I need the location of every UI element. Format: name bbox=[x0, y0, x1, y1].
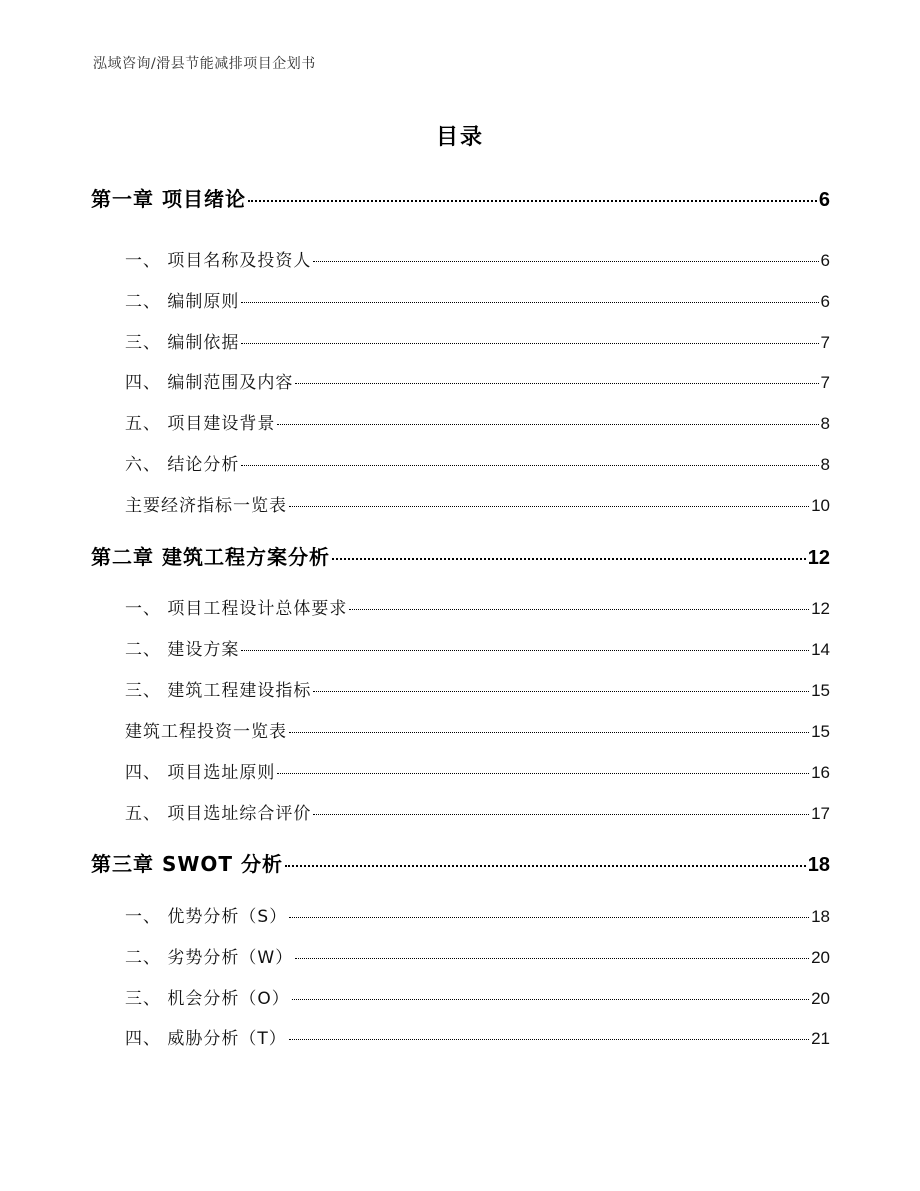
toc-page-number: 10 bbox=[811, 496, 830, 515]
toc-section-3-1[interactable] bbox=[125, 902, 830, 927]
toc-entry-text: 三、 机会分析（O） bbox=[125, 989, 290, 1009]
toc-leader-dots bbox=[241, 301, 818, 303]
toc-leader-dots bbox=[289, 731, 809, 733]
toc-page-number: 8 bbox=[820, 455, 830, 474]
toc-entry-text: 四、 编制范围及内容 bbox=[125, 373, 294, 393]
toc-leader-dots bbox=[292, 998, 809, 1000]
toc-leader-dots bbox=[295, 957, 809, 959]
toc-leader-dots bbox=[277, 423, 818, 425]
toc-entry-text: 五、 项目选址综合评价 bbox=[125, 804, 312, 824]
toc-page-number: 6 bbox=[820, 292, 830, 311]
toc-section-2-2[interactable] bbox=[125, 635, 830, 660]
toc-entry-text: 四、 项目选址原则 bbox=[125, 763, 276, 783]
toc-leader-dots bbox=[241, 464, 818, 466]
toc-entry-text: 主要经济指标一览表 bbox=[125, 496, 287, 516]
toc-page-number: 6 bbox=[818, 189, 830, 211]
toc-entry-text: 一、 优势分析（S） bbox=[125, 907, 288, 927]
toc-entry-text: 六、 结论分析 bbox=[125, 455, 240, 475]
toc-section-1-4[interactable] bbox=[125, 368, 830, 393]
toc-page-number: 15 bbox=[811, 681, 830, 700]
toc-entry-text: 一、 项目名称及投资人 bbox=[125, 251, 312, 271]
toc-title: 目录 bbox=[435, 125, 484, 150]
toc-page-number: 20 bbox=[811, 948, 830, 967]
toc-leader-dots bbox=[289, 505, 809, 507]
toc-entry-text: 一、 项目工程设计总体要求 bbox=[125, 599, 348, 619]
toc-page-number: 8 bbox=[820, 414, 830, 433]
toc-section-3-4[interactable] bbox=[125, 1024, 830, 1049]
toc-leader-dots bbox=[285, 864, 806, 867]
toc-leader-dots bbox=[313, 813, 809, 815]
toc-leader-dots bbox=[289, 916, 809, 918]
toc-page-number: 6 bbox=[820, 251, 830, 270]
toc-section-3-2[interactable] bbox=[125, 943, 830, 968]
toc-page-number: 20 bbox=[811, 989, 830, 1008]
toc-entry-text: 三、 建筑工程建设指标 bbox=[125, 681, 312, 701]
toc-section-2-3[interactable] bbox=[125, 676, 830, 701]
toc-page-number: 18 bbox=[807, 854, 830, 876]
toc-chapter-1[interactable] bbox=[91, 183, 830, 212]
toc-page-number: 14 bbox=[811, 640, 830, 659]
toc-section-1-6[interactable] bbox=[125, 450, 830, 475]
toc-leader-dots bbox=[295, 382, 818, 384]
toc-table-2[interactable] bbox=[125, 717, 830, 742]
toc-section-3-3[interactable] bbox=[125, 984, 830, 1009]
toc-chapter-3[interactable] bbox=[91, 848, 830, 877]
toc-page-number: 12 bbox=[811, 599, 830, 618]
toc-entry-text: 第二章 建筑工程方案分析 bbox=[91, 545, 330, 569]
toc-leader-dots bbox=[248, 199, 817, 202]
toc-page-number: 17 bbox=[811, 804, 830, 823]
toc-page-number: 15 bbox=[811, 722, 830, 741]
toc-leader-dots bbox=[241, 649, 809, 651]
toc-page-number: 16 bbox=[811, 763, 830, 782]
running-header: 泓域咨询/滑县节能减排项目企划书 bbox=[93, 56, 316, 72]
toc-page-number: 7 bbox=[820, 373, 830, 392]
toc-entry-text: 建筑工程投资一览表 bbox=[125, 722, 287, 742]
toc-page-number: 21 bbox=[811, 1029, 830, 1048]
toc-section-1-5[interactable] bbox=[125, 409, 830, 434]
toc-section-1-2[interactable] bbox=[125, 287, 830, 312]
toc-leader-dots bbox=[277, 772, 809, 774]
toc-entry-text: 四、 威胁分析（T） bbox=[125, 1029, 287, 1049]
toc-entry-text: 二、 建设方案 bbox=[125, 640, 240, 660]
toc-table-1[interactable] bbox=[125, 491, 830, 516]
toc-leader-dots bbox=[313, 260, 818, 262]
toc-entry-text: 第三章 SWOT 分析 bbox=[91, 852, 284, 876]
toc-leader-dots bbox=[332, 557, 806, 560]
toc-section-2-1[interactable] bbox=[125, 594, 830, 619]
toc-entry-text: 五、 项目建设背景 bbox=[125, 414, 276, 434]
toc-leader-dots bbox=[349, 608, 809, 610]
toc-page-number: 18 bbox=[811, 907, 830, 926]
toc-page-number: 7 bbox=[820, 333, 830, 352]
toc-entry-text: 二、 编制原则 bbox=[125, 292, 240, 312]
toc-chapter-2[interactable] bbox=[91, 541, 830, 570]
toc-section-1-3[interactable] bbox=[125, 328, 830, 353]
toc-section-2-5[interactable] bbox=[125, 799, 830, 824]
toc-leader-dots bbox=[241, 342, 818, 344]
toc-entry-text: 第一章 项目绪论 bbox=[91, 187, 246, 211]
toc-entry-text: 三、 编制依据 bbox=[125, 333, 240, 353]
toc-section-2-4[interactable] bbox=[125, 758, 830, 783]
toc-page-number: 12 bbox=[807, 547, 830, 569]
toc-entry-text: 二、 劣势分析（W） bbox=[125, 948, 294, 968]
toc-section-1-1[interactable] bbox=[125, 246, 830, 271]
toc-leader-dots bbox=[313, 690, 809, 692]
toc-leader-dots bbox=[289, 1038, 809, 1040]
